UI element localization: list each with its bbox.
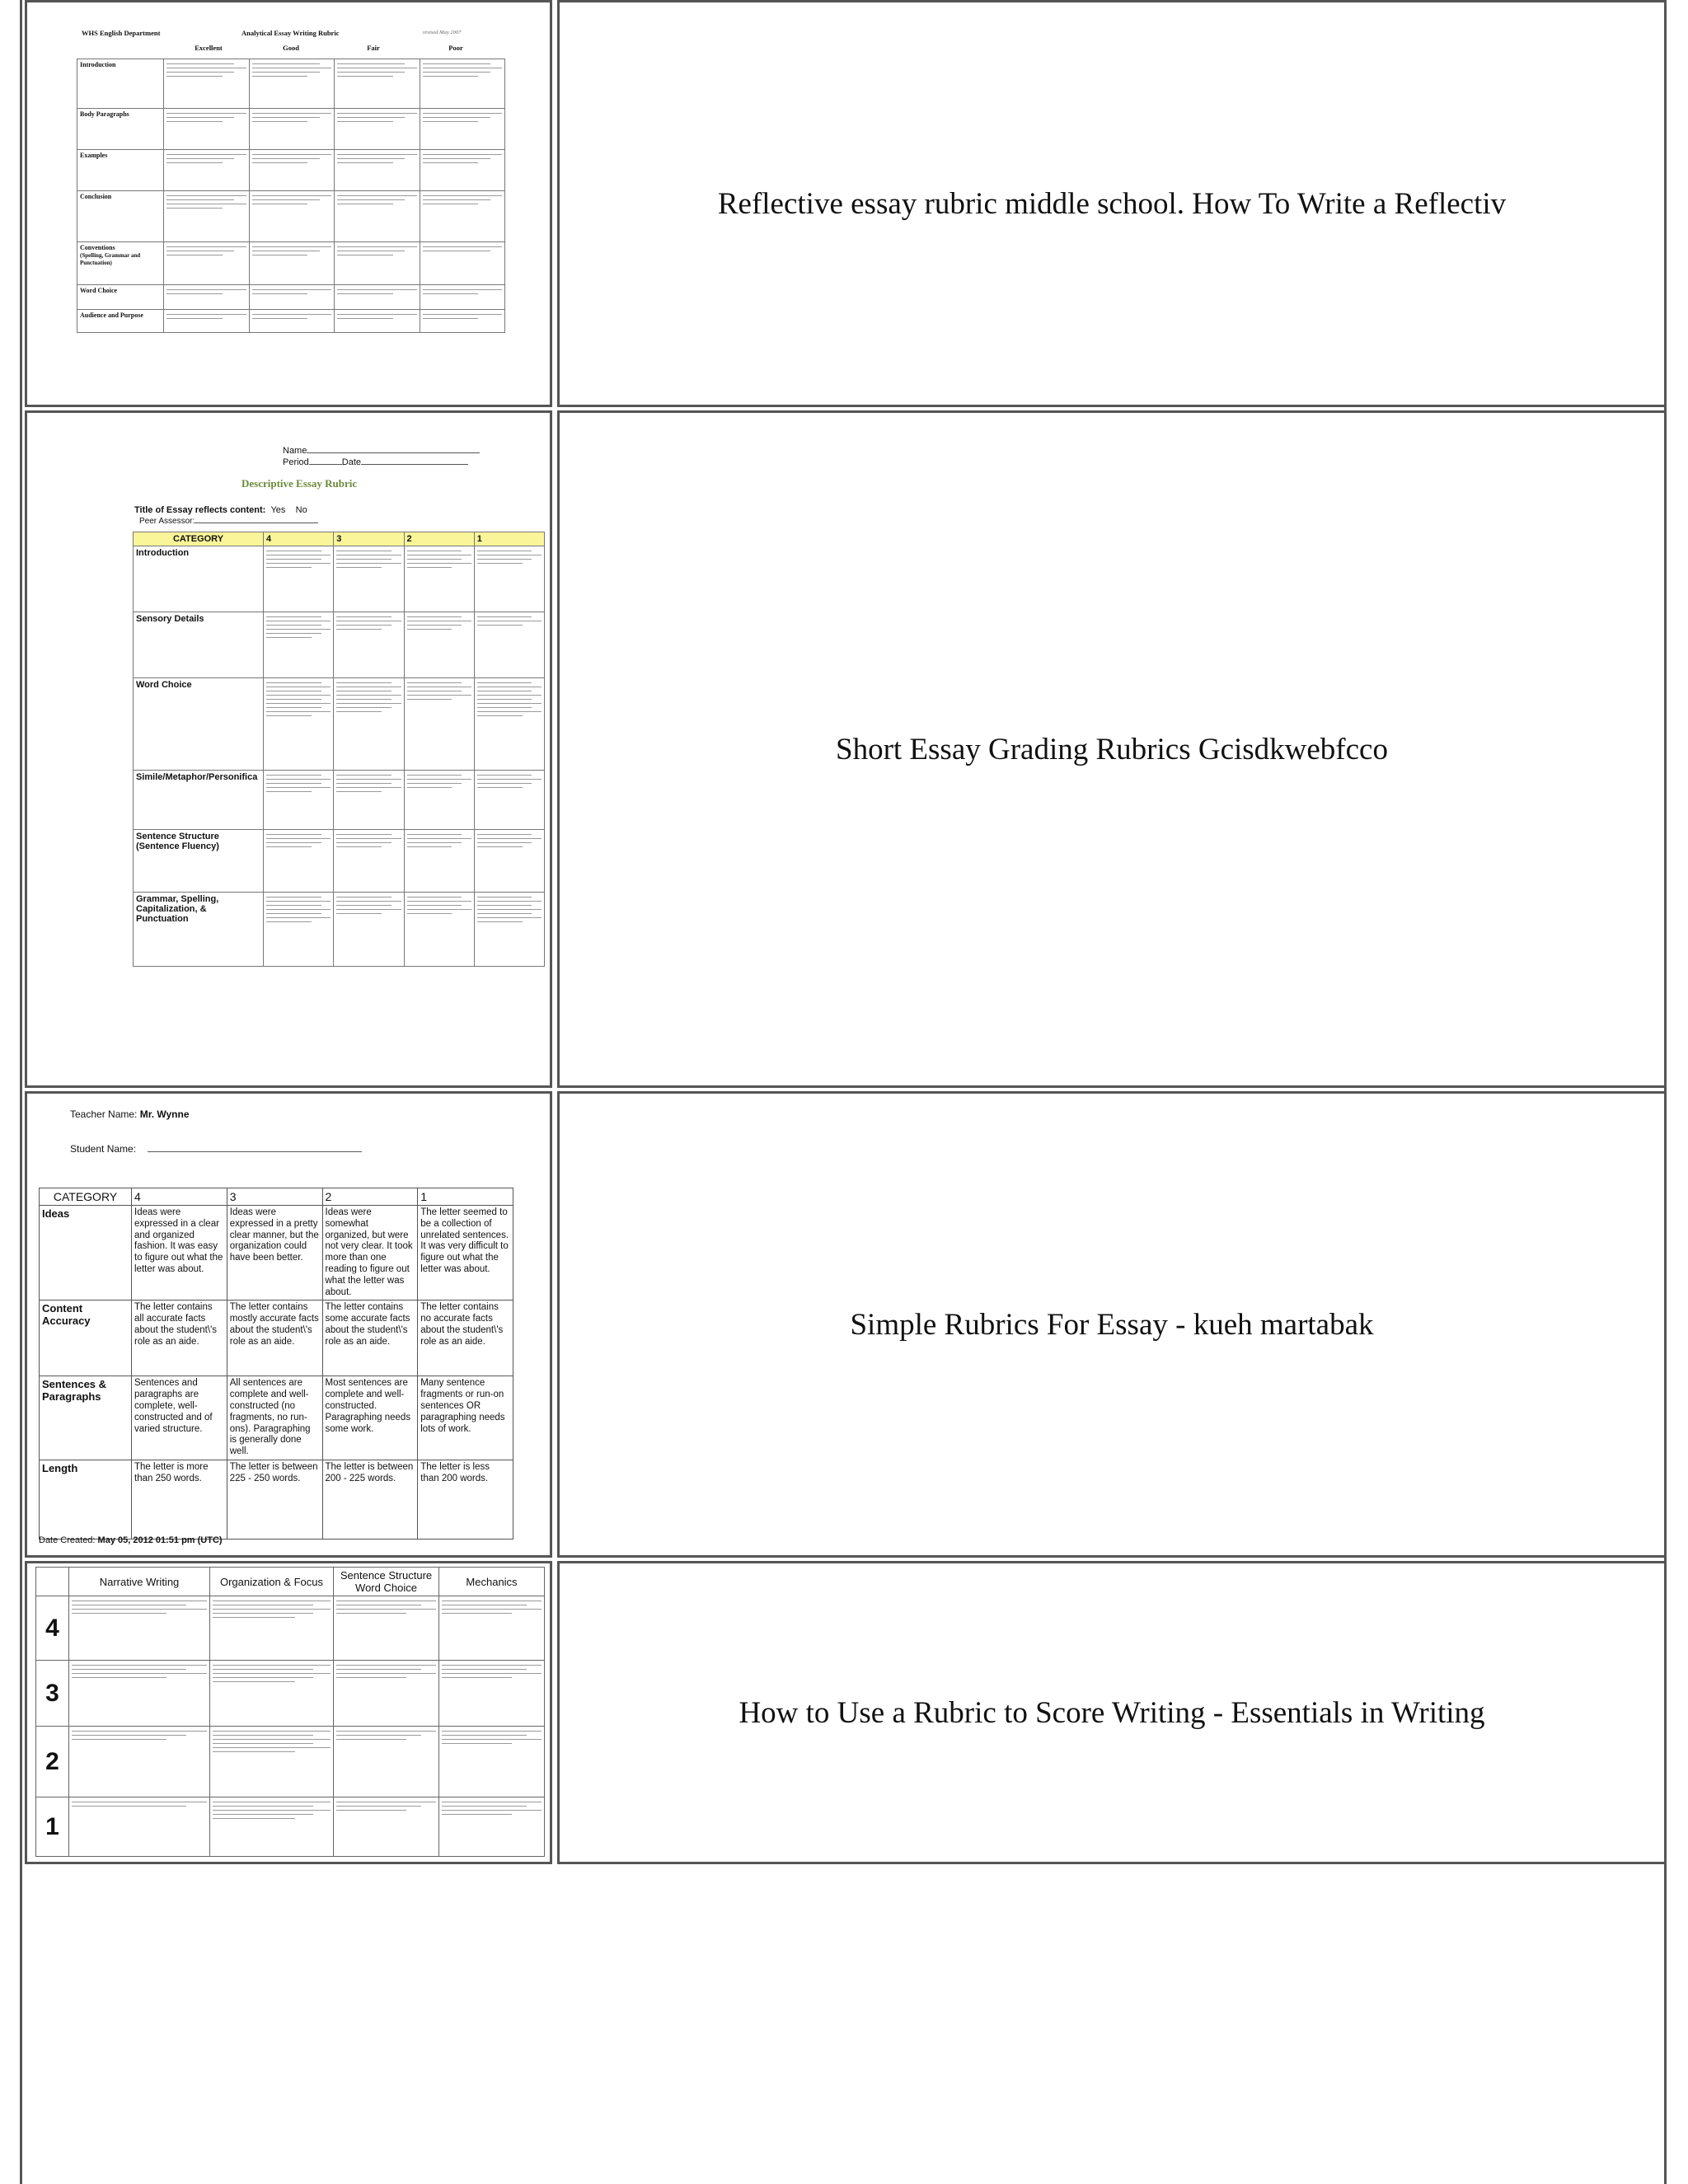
result-row-2 <box>25 410 1670 1088</box>
result-caption[interactable]: How to Use a Rubric to Score Writing - Essentials in Writing <box>738 1695 1485 1730</box>
result-caption-cell-4[interactable] <box>557 1561 1667 1864</box>
category-header: CATEGORY <box>134 532 264 546</box>
row-label: Audience and Purpose <box>77 310 164 333</box>
row-label: Sentence Structure (Sentence Fluency) <box>134 830 264 893</box>
date-created: Date Created: May 05, 2012 01:51 pm (UTC) <box>39 1535 223 1545</box>
category-header: CATEGORY <box>40 1188 132 1206</box>
result-thumbnail-4[interactable] <box>25 1561 552 1864</box>
rubric-table <box>77 59 505 333</box>
result-thumbnail-1[interactable] <box>25 0 552 407</box>
row-label: Body Paragraphs <box>77 109 164 150</box>
result-caption-cell-3[interactable] <box>557 1091 1667 1558</box>
peer-assessor-field: Peer Assessor: <box>139 517 318 526</box>
rubric-table: CATEGORY 4 3 2 1 Ideas Ideas were expressed in a clear and organized fashion. It was easy to figure out what the letter was about. Ideas were expressed in a pretty clear manner, but the organization could have been better. Ideas were somewhat organized, but were not very clear. It took more than one reading to figure out what the letter was about. The letter seemed to be a collection of unrelated sentences. It was very difficult to figure out what the letter was about. Content Accuracy The letter contains all accurate facts about the student\'s role as an aide. The letter contains mostly accurate facts about the student\'s role as an aide. The letter contains some accurate facts about the student\'s role as an aide. The letter contains no accurate facts about the student\'s role as an aide. Sentences & Paragraphs Sentences and paragraphs are complete, well-constructed and of varied structure. All sentences are complete and well-constructed (no fragments, no run-ons). Paragraphing is generally done well. Most sentences are complete and well-constructed. Paragraphing needs some work. Many sentence fragments or run-on sentences OR paragraphing needs lots of work. Length The letter is more than 250 words. The letter is between 225 - 250 words. The letter is between 200 - 225 words. The letter is less than 200 words. <box>39 1188 513 1540</box>
rubric-thumbnail-analytical <box>77 26 505 372</box>
thumb-header-left: WHS English Department <box>82 29 161 37</box>
row-label: Examples <box>77 150 164 191</box>
score-label: 2 <box>36 1727 69 1797</box>
teacher-name: Teacher Name: Mr. Wynne <box>70 1108 190 1120</box>
score-label: 4 <box>36 1596 69 1661</box>
row-label: Conclusion <box>77 191 164 242</box>
score-label: 3 <box>36 1661 69 1727</box>
result-row-3 <box>25 1091 1670 1558</box>
name-field: Name <box>283 446 480 456</box>
result-caption[interactable]: Reflective essay rubric middle school. How To Write a Reflectiv <box>717 186 1507 221</box>
row-label: Length <box>40 1460 132 1539</box>
row-label: Word Choice <box>77 285 164 310</box>
score-label: 1 <box>36 1797 69 1857</box>
result-caption[interactable]: Simple Rubrics For Essay - kueh martabak <box>850 1307 1374 1342</box>
result-caption-cell-2[interactable] <box>557 410 1667 1088</box>
thumb-column-headers: Excellent Good Fair Poor <box>195 44 463 52</box>
row-label: Introduction <box>134 546 264 612</box>
row-label: Grammar, Spelling, Capitalization, & Punctuation <box>134 893 264 967</box>
result-row-4 <box>25 1561 1670 1864</box>
result-thumbnail-3[interactable] <box>25 1091 552 1558</box>
rubric-title: Descriptive Essay Rubric <box>241 477 358 490</box>
thumb-header-right: revised May 2007 <box>423 30 462 35</box>
title-reflects-content: Title of Essay reflects content: Yes No <box>134 505 307 515</box>
row-label: Word Choice <box>134 678 264 771</box>
rubric-thumbnail-descriptive <box>101 446 513 1056</box>
student-name: Student Name: <box>70 1143 362 1155</box>
rubric-table: CATEGORY 4 3 2 1 Introduction Sensory Details Word Choice Simile/Metaphor/Personifica Sentence Structure (Sentence Fluency) Grammar, Spelling, Capitalization, & Punctuation <box>133 532 545 967</box>
thumb-header-center: Analytical Essay Writing Rubric <box>241 29 340 37</box>
row-label: Conventions (Spelling, Grammar and Punctuation) <box>77 242 164 285</box>
row-label: Content Accuracy <box>40 1301 132 1376</box>
result-caption-cell-1[interactable] <box>557 0 1667 407</box>
period-date-field: Period Date <box>283 457 468 467</box>
row-label: Ideas <box>40 1206 132 1301</box>
result-thumbnail-2[interactable] <box>25 410 552 1088</box>
rubric-thumbnail-narrative <box>35 1567 545 1860</box>
result-caption[interactable]: Short Essay Grading Rubrics Gcisdkwebfcco <box>836 732 1388 766</box>
row-label: Sensory Details <box>134 612 264 678</box>
rubric-table: Narrative Writing Organization & Focus Sentence Structure Word Choice Mechanics 4 3 2 1 <box>35 1567 545 1857</box>
row-label: Simile/Metaphor/Personifica <box>134 771 264 830</box>
rubric-thumbnail-letter <box>39 1105 542 1550</box>
row-label: Introduction <box>77 59 164 109</box>
result-row-1 <box>25 0 1670 407</box>
row-label: Sentences & Paragraphs <box>40 1376 132 1460</box>
